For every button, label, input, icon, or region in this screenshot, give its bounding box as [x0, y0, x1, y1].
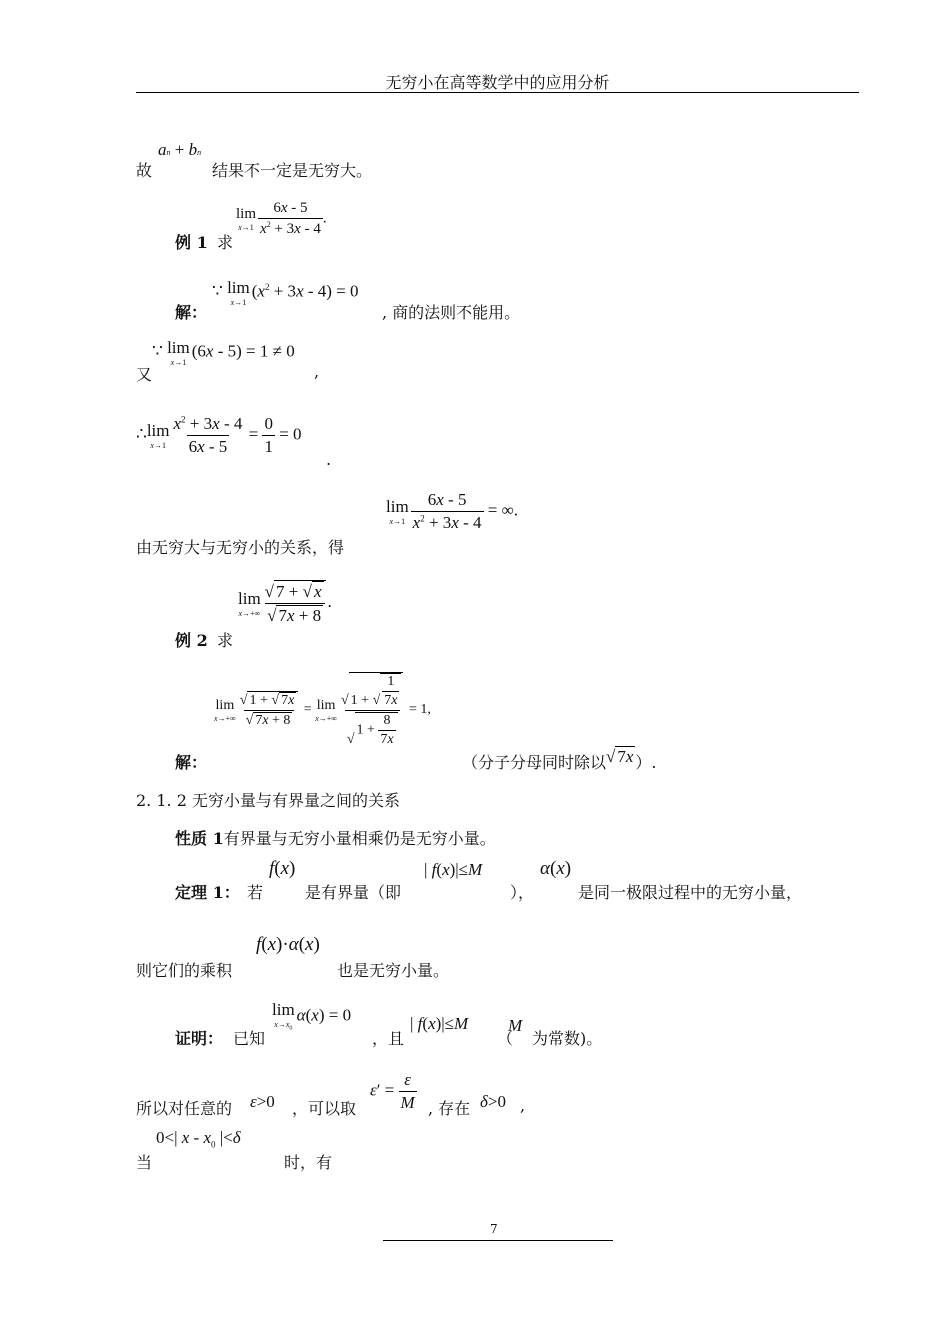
formula-ex1: lim x→1 $\frac{6x - 5}{x^2 + 3x - 4}$ .	[236, 200, 327, 237]
property-1	[175, 826, 496, 849]
text-can-take: ，可以取	[292, 1099, 357, 1118]
text-qiu-1: 求	[217, 233, 234, 252]
text-divide-note-post: ）.	[635, 753, 657, 772]
text-when: 当	[136, 1153, 153, 1172]
footer-rule	[383, 1240, 613, 1241]
text-close: ），	[510, 883, 535, 902]
page-number: 7	[490, 1222, 498, 1236]
text-dot: .	[326, 450, 332, 469]
text-divide-note-pre: （分子分母同时除以	[462, 753, 607, 772]
solution-2-label: 解：	[175, 753, 208, 772]
proof-label: 证明：	[175, 1029, 224, 1048]
page-header: 无穷小在高等数学中的应用分析	[385, 73, 610, 92]
text-have: 时，有	[284, 1153, 333, 1172]
text-divide-note: （分子分母同时除以√ 7x ）.	[462, 747, 657, 772]
text-gu: 故	[136, 161, 153, 180]
text-known: 已知	[233, 1029, 266, 1048]
text-product-pre: 则它们的乘积	[136, 961, 233, 980]
text-constant: 为常数)。	[532, 1029, 603, 1048]
text-exist: , 存在	[428, 1099, 471, 1118]
formula-bound-m: | f(x)|≤M	[410, 1014, 469, 1033]
formula-eps-pos: ε>0	[250, 1092, 275, 1111]
text-result: 结果不一定是无穷大。	[212, 161, 373, 180]
formula-therefore: ∴ lim x→1 $\frac{x^2 + 3x - 4}{6x - 5}$ = $\frac{0}{1}$ = 0	[136, 414, 302, 456]
text-comma: ,	[314, 362, 320, 381]
formula-m: M	[508, 1016, 523, 1035]
formula-lim-alpha: lim $x\to x_0$ α(x) = 0	[272, 1000, 352, 1032]
header-rule	[136, 92, 859, 93]
text-quotient-rule: , 商的法则不能用。	[382, 303, 521, 322]
formula-product: f(x)·α(x)	[256, 934, 320, 955]
text-same-process: 是同一极限过程中的无穷小量，	[578, 883, 803, 902]
example-1-label: 例 1	[175, 233, 208, 252]
formula-infinity: lim x→1 $\frac{6x - 5}{x^2 + 3x - 4}$ = ∞.	[386, 490, 518, 532]
text-bounded: 是有界量（即	[305, 883, 402, 902]
text-relation: 由无穷大与无穷小的关系，得	[136, 538, 345, 557]
example-2-label: 例 2	[175, 631, 208, 650]
text-product-post: 也是无穷小量。	[337, 961, 450, 980]
text-and: ，且	[372, 1029, 405, 1048]
text-qiu-2: 求	[217, 631, 234, 650]
formula-neighborhood: 0<| x - $x_0$ |<δ	[156, 1128, 241, 1150]
formula-lim-numerator: ∵ lim x→1 (6x - 5) = 1 ≠ 0	[152, 338, 295, 367]
text-ruo: 若	[247, 883, 264, 902]
text-arbitrary: 所以对任意的	[136, 1099, 233, 1118]
formula-alpha: α(x)	[540, 858, 572, 879]
formula-delta-pos: δ>0	[480, 1092, 506, 1111]
section-heading: 2. 1. 2 无穷小量与有界量之间的关系	[136, 791, 400, 810]
formula-lim-denominator: ∵ lim x→1 $(x^2 + 3x - 4) = 0$	[212, 278, 359, 307]
property-1-label: 性质 1	[175, 829, 224, 848]
solution-1-label: 解：	[175, 303, 208, 322]
property-1-text: 有界量与无穷小量相乘仍是无穷小量。	[223, 829, 496, 848]
formula-eps-prime: ε′ = $\frac{\varepsilon}{M}$	[370, 1070, 415, 1112]
theorem-1-label: 定理 1：	[175, 883, 240, 902]
text-comma-2: ,	[520, 1096, 526, 1115]
formula-ex2: lim x→+∞ √ 7 + √ x √ 7x + 8 .	[238, 582, 332, 625]
formula-an-bn: an + bn	[158, 140, 202, 159]
text-paren-open: （	[497, 1029, 514, 1048]
formula-ex2-solution: lim x→+∞ √ 1 + √ 7x √ 7x + 8 = lim x→+∞ √ 1 + √ $\frac{1}{7x}$ √ 1 + $\frac{8}{7x}$ = 1,	[214, 674, 431, 747]
formula-fx: f(x)	[269, 858, 296, 879]
text-you: 又	[136, 365, 153, 384]
formula-bounded: | f(x)|≤M	[424, 860, 483, 879]
